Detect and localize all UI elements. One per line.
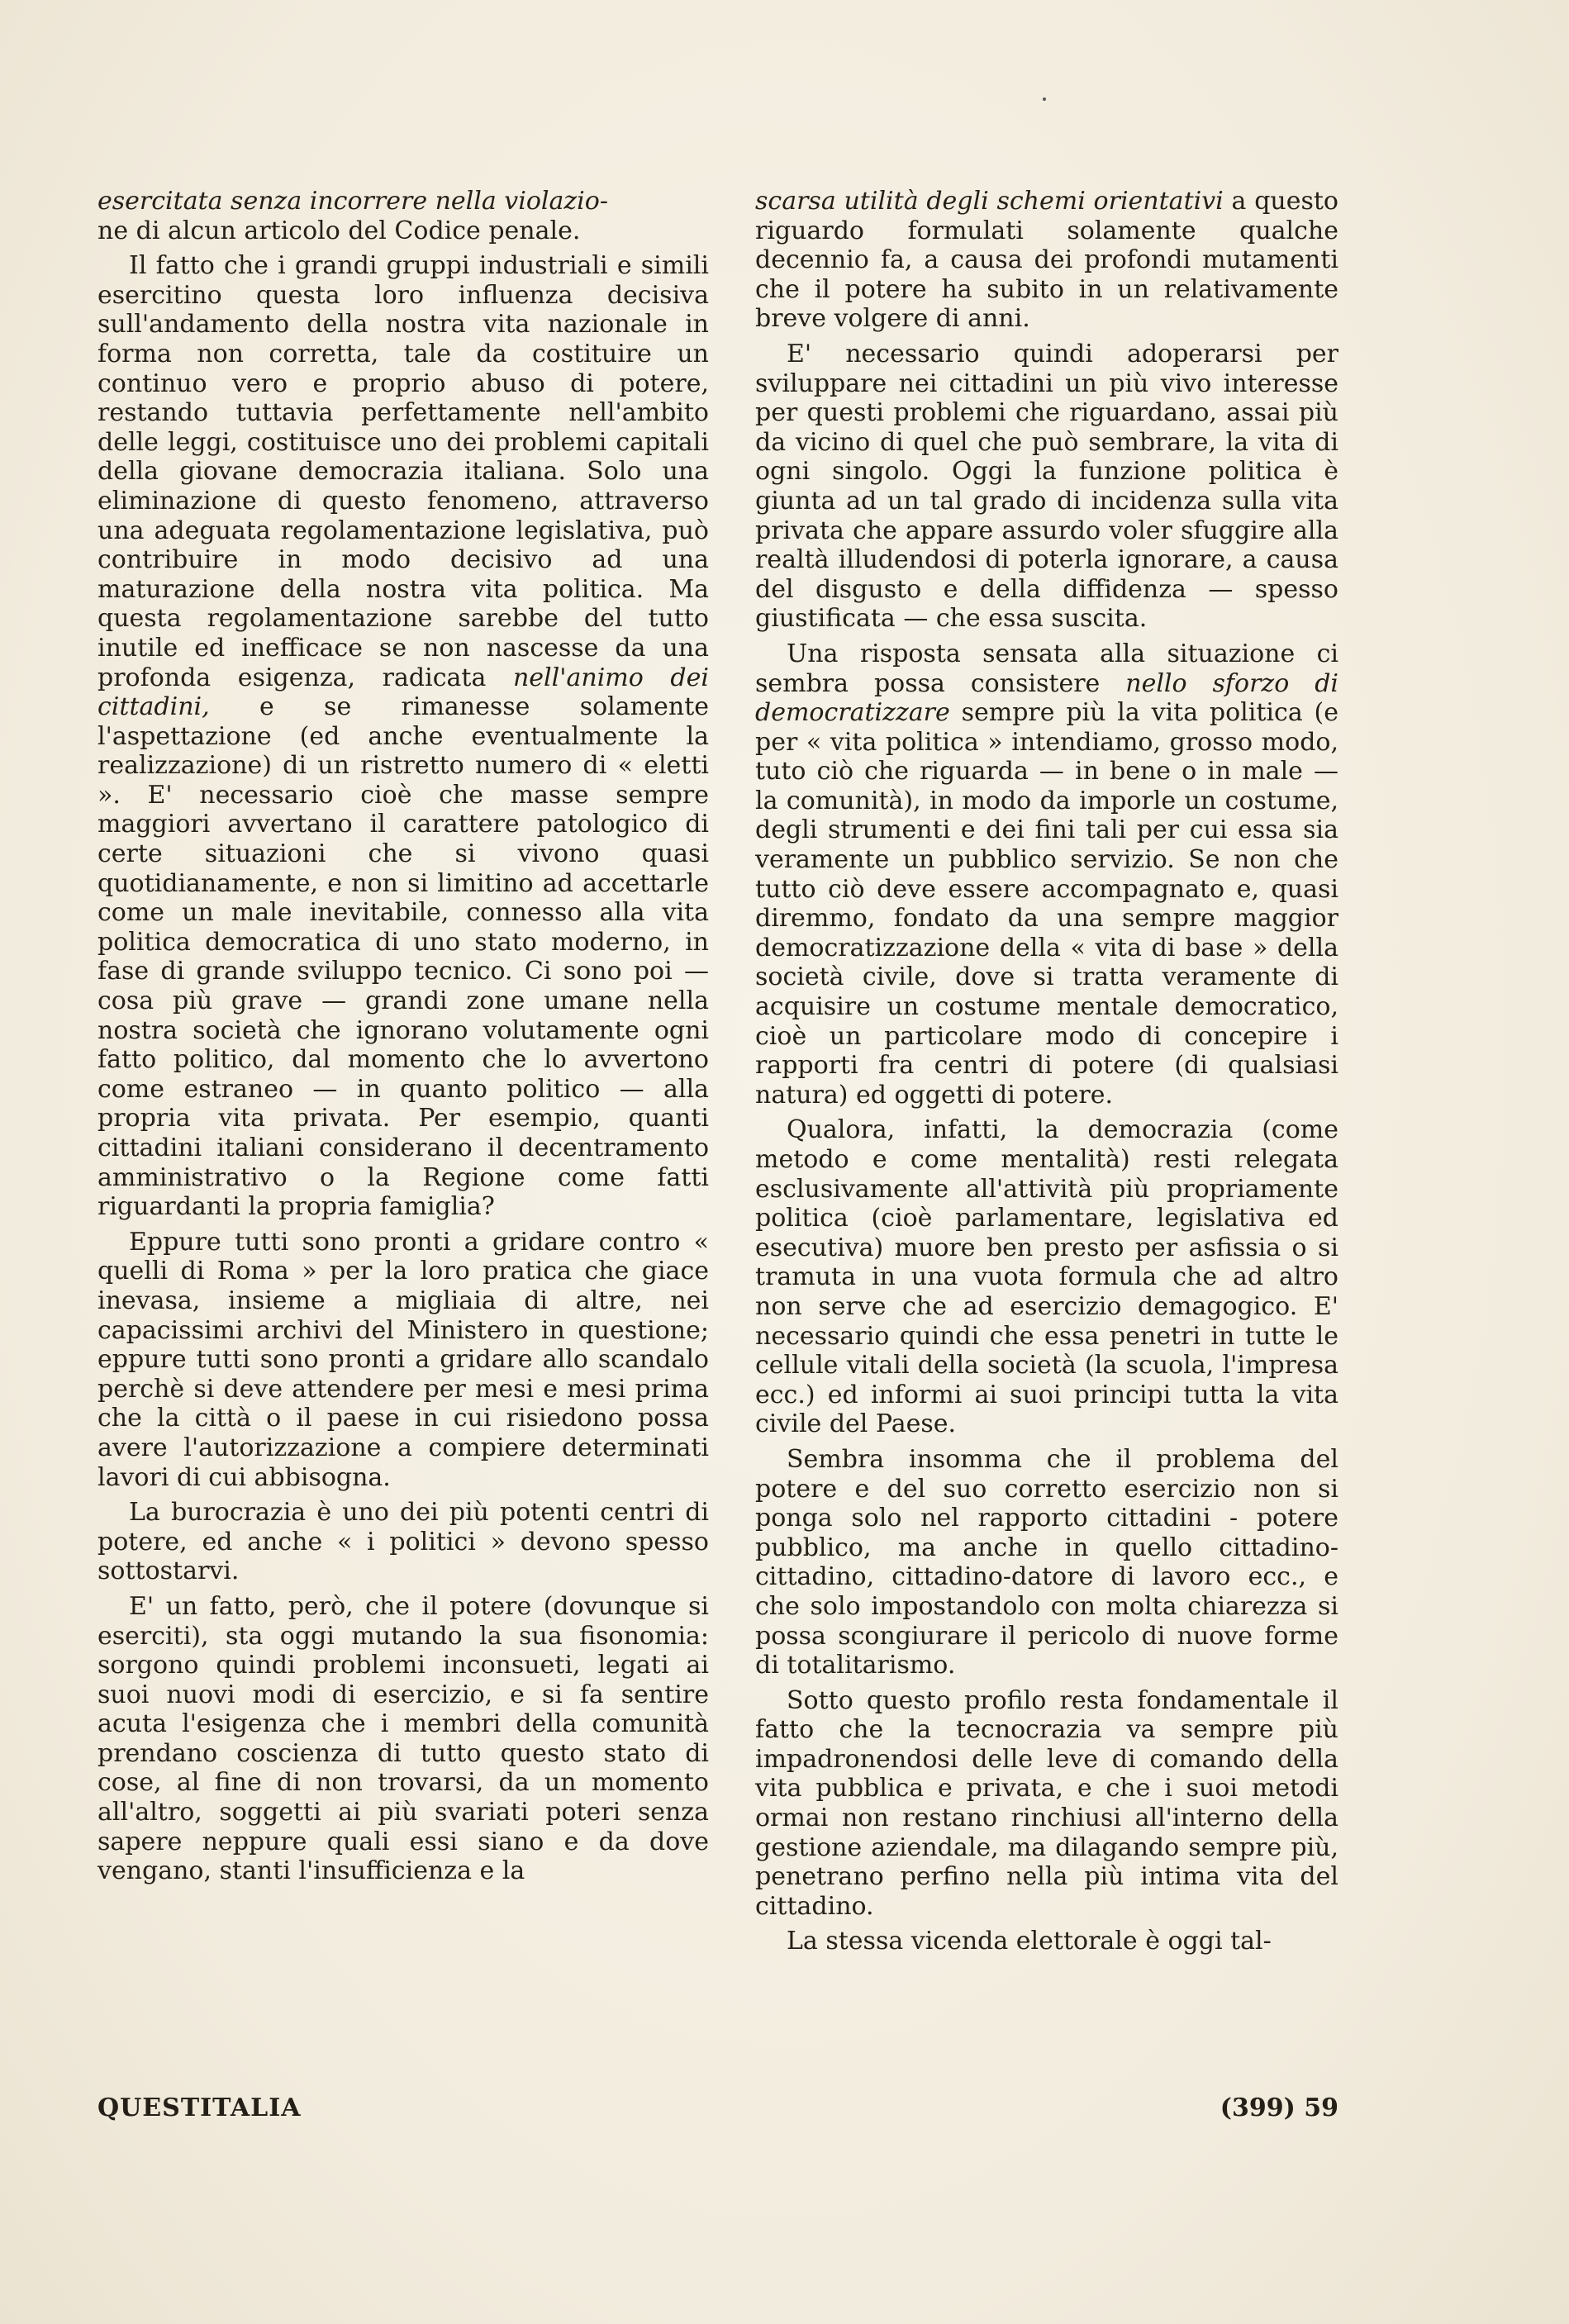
paragraph: Sotto questo profilo resta fondamentale il fatto che la tecnocrazia va sempre più impadronendosi delle leve di comando della vita pubblica e privata, e che i suoi metodi ormai non restano rinchiusi all'interno della gestione aziendale, ma dilagando sempre più, penetrano perfino nella più intima vita del cittadino. bbox=[755, 1685, 1338, 1921]
italic-text: nello sforzo di democratizzare bbox=[755, 668, 1338, 728]
paragraph-text: Il fatto che i grandi gruppi industriali e simili esercitino questa loro influenza decisiva sull'andamento della nostra vita nazionale in forma non corretta, tale da costituire un continuo vero e proprio abuso di potere, restando tuttavia perfettamente nell'ambito delle leggi, costituisce uno dei problemi capitali della giovane democrazia italiana. Solo una eliminazione di questo fenomeno, attraverso una adeguata regolamentazione legislativa, può contribuire in modo decisivo ad una maturazione della nostra vita politica. Ma questa regolamentazione sarebbe del tutto inutile ed inefficace se non nascesse da una profonda esigenza, radicata bbox=[97, 251, 709, 692]
paragraph: E' necessario quindi adoperarsi per sviluppare nei cittadini un più vivo interesse per questi problemi che riguardano, assai più da vicino di quel che può sembrare, la vita di ogni singolo. Oggi la funzione politica è giunta ad un tal grado di incidenza sulla vita privata che appare assurdo voler sfuggire alla realtà illudendosi di poterla ignorare, a causa del disgusto e della diffidenza — spesso giustificata — che essa suscita. bbox=[755, 339, 1338, 634]
italic-text: scarsa utilità degli schemi orientativi bbox=[755, 187, 1224, 216]
paragraph: Qualora, infatti, la democrazia (come metodo e come mentalità) resti relegata esclusivamente all'attività più propriamente politica (cioè parlamentare, legislativa ed esecutiva) muore ben presto per asfissia o si tramuta in una vuota formula che ad altro non serve che ad esercizio demagogico. E' necessario quindi che essa penetri in tutte le cellule vitali della società (la scuola, l'impresa ecc.) ed informi ai suoi principi tutta la vita civile del Paese. bbox=[755, 1115, 1338, 1439]
magazine-name: QUESTITALIA bbox=[97, 2094, 302, 2122]
page-number: (399) 59 bbox=[1220, 2094, 1338, 2122]
paragraph: Eppure tutti sono pronti a gridare contro « quelli di Roma » per la loro pratica che giace inevasa, insieme a migliaia di altre, nei capacissimi archivi del Ministero in questione; eppure tutti sono pronti a gridare allo scandalo perchè si deve attendere per mesi e mesi prima che la città o il paese in cui risiedono possa avere l'autorizzazione a compiere determinati lavori di cui abbisogna. bbox=[97, 1227, 709, 1492]
paragraph-text: sempre più la vita politica (e per « vita politica » intendiamo, grosso modo, tuto ciò che riguarda — in bene o in male — la comunità), in modo da imporle un costume, degli strumenti e dei fini tali per cui essa sia veramente un pubblico servizio. Se non che tutto ciò deve essere accompagnato e, quasi diremmo, fondato da una sempre maggior democratizzazione della « vita di base » della società civile, dove si tratta veramente di acquisire un costume mentale democratico, cioè un particolare modo di concepire i rapporti fra centri di potere (di qualsiasi natura) ed oggetti di potere. bbox=[755, 698, 1338, 1110]
italic-text: esercitata senza incorrere nella violazio- bbox=[97, 187, 608, 216]
paragraph-text: e se rimanesse solamente l'aspettazione (ed anche eventualmente la realizzazione) di un ristretto numero di « eletti ». E' necessario cioè che masse sempre maggiori avvertano il carattere patologico di certe situazioni che si vivono quasi quotidianamente, e non si limitino ad accettarle come un male inevitabile, connesso alla vita politica democratica di uno stato moderno, in fase di grande sviluppo tecnico. Ci sono poi — cosa più grave — grandi zone umane nella nostra società che ignorano volutamente ogni fatto politico, dal momento che lo avvertono come estraneo — in quanto politico — alla propria vita privata. Per esempio, quanti cittadini italiani considerano il decentramento amministrativo o la Regione come fatti riguardanti la propria famiglia? bbox=[97, 692, 709, 1222]
right-column bbox=[755, 187, 1338, 1962]
paragraph bbox=[755, 187, 1338, 334]
paragraph-text: a questo riguardo formulati solamente qualche decennio fa, a causa dei profondi mutamenti che il potere ha subito in un relativamente breve volgere di anni. bbox=[755, 187, 1338, 334]
paragraph bbox=[97, 251, 709, 1222]
paragraph: La burocrazia è uno dei più potenti centri di potere, ed anche « i politici » devono spesso sottostarvi. bbox=[97, 1498, 709, 1586]
paragraph: Sembra insomma che il problema del potere e del suo corretto esercizio non si ponga solo nel rapporto cittadini - potere pubblico, ma anche in quello cittadino-cittadino, cittadino-datore di lavoro ecc., e che solo impostandolo con molta chiarezza si possa scongiurare il pericolo di nuove forme di totalitarismo. bbox=[755, 1444, 1338, 1680]
left-column bbox=[97, 187, 709, 1892]
italic-text: nell'animo dei cittadini, bbox=[97, 663, 709, 722]
paragraph bbox=[755, 639, 1338, 1110]
print-speck bbox=[1043, 97, 1046, 101]
paragraph: La stessa vicenda elettorale è oggi tal- bbox=[787, 1927, 1272, 1956]
paragraph: E' un fatto, però, che il potere (dovunque si eserciti), sta oggi mutando la sua fisonomia: sorgono quindi problemi inconsueti, legati ai suoi nuovi modi di esercizio, e si fa sentire acuta l'esigenza che i membri della comunità prendano coscienza di tutto questo stato di cose, al fine di non trovarsi, da un momento all'altro, soggetti ai più svariati poteri senza sapere neppure quali essi siano e da dove vengano, stanti l'insufficienza e la bbox=[97, 1591, 709, 1886]
paragraph-text: Una risposta sensata alla situazione ci sembra possa consistere bbox=[755, 639, 1338, 698]
paragraph bbox=[97, 187, 709, 245]
paragraph-text: ne di alcun articolo del Codice penale. bbox=[97, 216, 581, 245]
